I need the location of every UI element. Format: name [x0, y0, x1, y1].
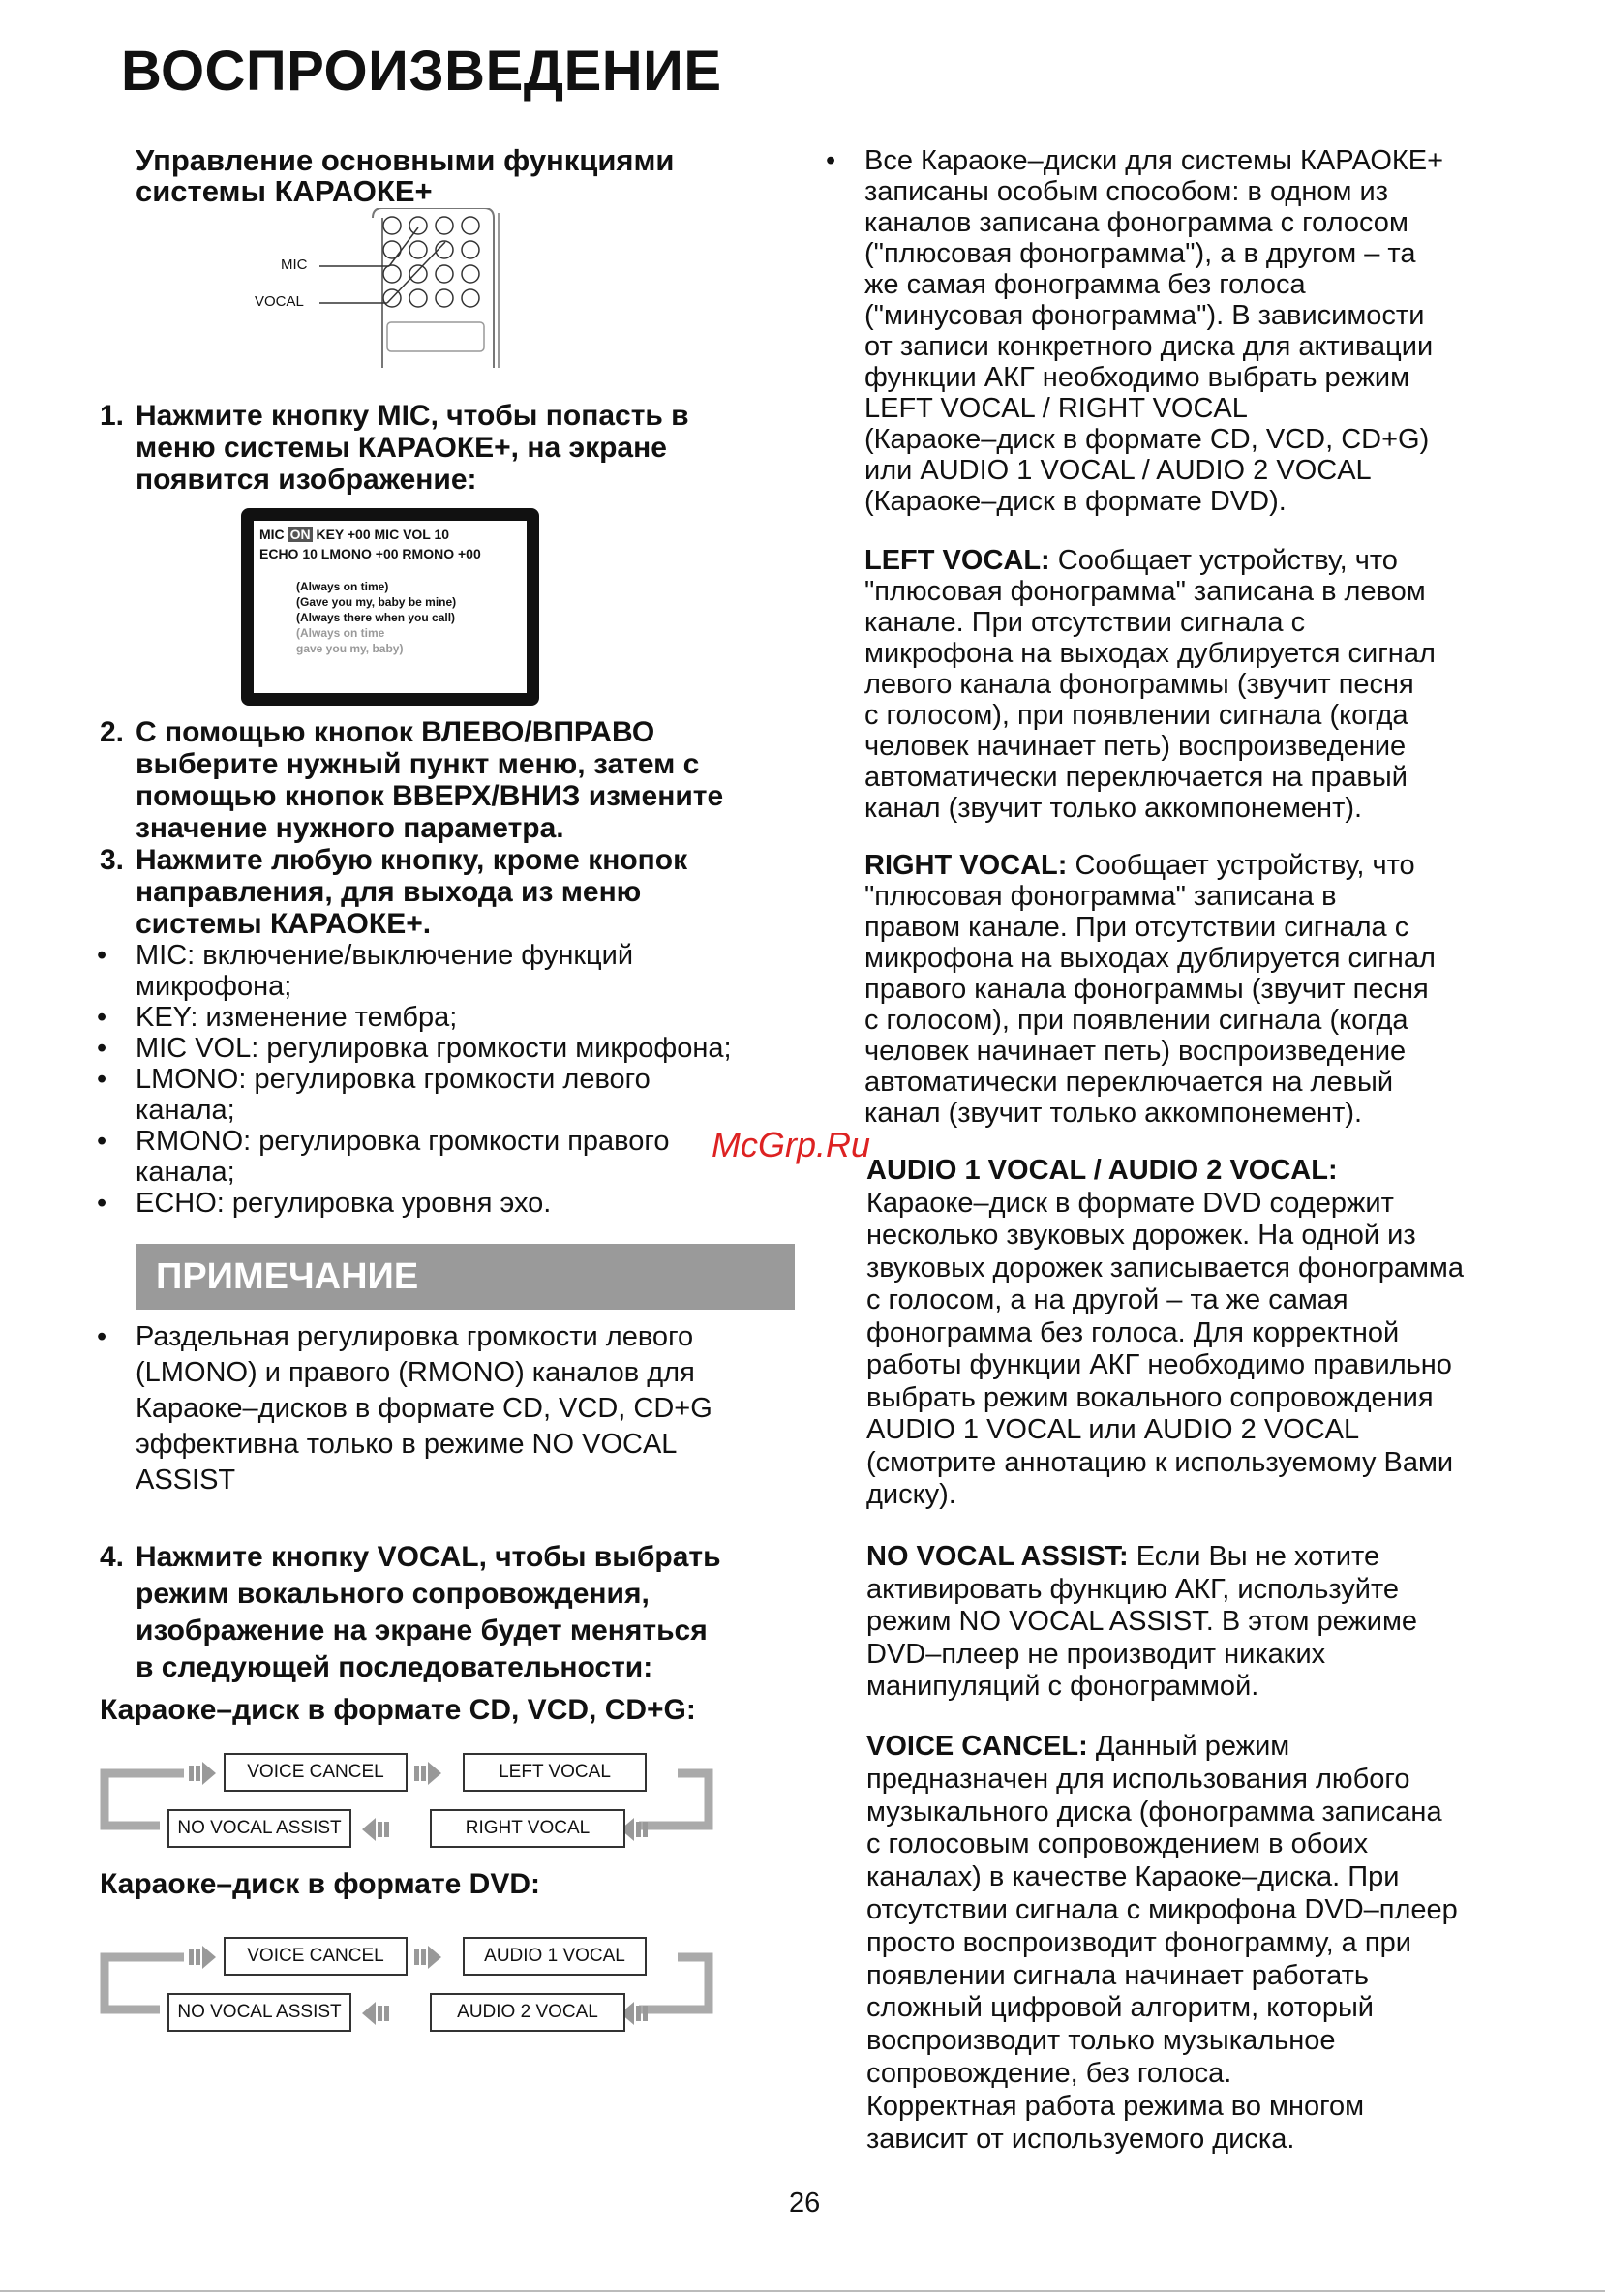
list-item-text: • RMONO: регулировка громкости правого — [136, 1126, 670, 1157]
note-line: (LMONO) и правого (RMONO) каналов для — [136, 1357, 695, 1388]
step-number: 2. — [100, 716, 125, 748]
paragraph-line: фонограмма без голоса. Для корректной — [866, 1316, 1400, 1348]
paragraph-line: отсутствии сигнала с микрофона DVD–плеер — [866, 1893, 1458, 1925]
paragraph-line: человек начинает петь) воспроизведение — [864, 731, 1407, 762]
dvd-heading: Караоке–диск в формате DVD: — [100, 1868, 541, 1900]
paragraph-line: "плюсовая фонограмма" записана в — [864, 881, 1337, 912]
paragraph-line: записаны особым способом: в одном из — [864, 176, 1388, 207]
step-4 — [100, 1539, 721, 1686]
list-item — [97, 940, 813, 1002]
lyric-line: (Gave you my, baby be mine) — [296, 595, 457, 609]
paragraph-line: левого канала фонограммы (звучит песня — [864, 669, 1414, 700]
mic-on-highlight: ON — [289, 527, 311, 542]
screen-text: MIC — [259, 527, 288, 542]
step-line: меню системы КАРАОКЕ+, на экране — [136, 432, 667, 464]
term-left-vocal: LEFT VOCAL: — [864, 545, 1050, 576]
lyric-line: (Always on time) — [296, 580, 389, 593]
paragraph-line: активировать функцию АКГ, используйте — [866, 1573, 1400, 1605]
paragraph-line: несколько звуковых дорожек. На одной из — [866, 1220, 1416, 1251]
list-item — [97, 1002, 813, 1033]
lyric-line-faded: (Always on time — [296, 626, 385, 640]
page-title: ВОСПРОИЗВЕДЕНИЕ — [121, 40, 722, 103]
screen-display — [254, 521, 527, 693]
paragraph-line: Корректная работа режима во многом — [866, 2090, 1365, 2122]
cd-heading: Караоке–диск в формате CD, VCD, CD+G: — [100, 1694, 696, 1726]
paragraph-line: микрофона на выходах дублируется сигнал — [864, 943, 1436, 974]
paragraph-line: канал (звучит только аккомпонемент). — [864, 1098, 1363, 1129]
step-3 — [100, 844, 687, 940]
left-vocal-section — [864, 545, 1561, 824]
paragraph-line: сопровождение, без голоса. — [866, 2057, 1232, 2089]
step-line: выберите нужный пункт меню, затем с — [136, 748, 700, 780]
paragraph-line: музыкального диска (фонограмма записана — [866, 1796, 1442, 1828]
watermark: McGrp.Ru — [712, 1125, 871, 1164]
paragraph-line: с голосом, а на другой – та же самая — [866, 1284, 1348, 1315]
list-item — [826, 145, 1561, 517]
paragraph-line: Сообщает устройству, что — [1049, 545, 1398, 576]
paragraph-line: с голосом), при появлении сигнала (когда — [864, 1005, 1408, 1036]
paragraph-line: с голосовым сопровождением в обоих — [866, 1828, 1369, 1860]
lyric-line-faded: gave you my, baby) — [296, 642, 404, 655]
paragraph-line: правого канала фонограммы (звучит песня — [864, 974, 1429, 1005]
dvd-no-vocal-assist-box: NO VOCAL ASSIST — [167, 1993, 351, 2032]
step-line: значение нужного параметра. — [136, 812, 564, 844]
list-item — [97, 1033, 813, 1064]
screen-line-2: ECHO 10 LMONO +00 RMONO +00 — [259, 546, 481, 561]
list-item — [97, 1188, 813, 1219]
paragraph-line: режим NO VOCAL ASSIST. В этом режиме — [866, 1606, 1418, 1637]
paragraph-line: (смотрите аннотацию к используемому Вами — [866, 1446, 1454, 1478]
paragraph-line: автоматически переключается на правый — [864, 762, 1408, 793]
step-line: режим вокального сопровождения, — [136, 1578, 650, 1610]
note-line: ASSIST — [136, 1465, 236, 1495]
list-item-text: • MIC: включение/выключение функций — [136, 940, 634, 971]
paragraph-line: выбрать режим вокального сопровождения — [866, 1381, 1434, 1413]
karaoke-screen — [241, 508, 539, 706]
screen-text: KEY +00 MIC VOL 10 — [312, 527, 450, 542]
intro-list — [826, 145, 1561, 517]
note-line: Караоке–дисков в формате CD, VCD, CD+G — [136, 1393, 712, 1424]
cd-right-vocal-box: RIGHT VOCAL — [430, 1809, 625, 1848]
list-item-text: • KEY: изменение тембра; — [136, 1002, 458, 1033]
right-vocal-section — [864, 850, 1561, 1129]
term-audio-vocal: AUDIO 1 VOCAL / AUDIO 2 VOCAL: — [866, 1155, 1338, 1186]
cd-no-vocal-assist-box: NO VOCAL ASSIST — [167, 1809, 351, 1848]
step-line: Нажмите кнопку VOCAL, чтобы выбрать — [136, 1541, 721, 1573]
note-list — [97, 1319, 813, 1498]
step-number: 4. — [100, 1541, 125, 1573]
term-right-vocal: RIGHT VOCAL: — [864, 850, 1068, 881]
step-line: изображение на экране будет меняться — [136, 1615, 708, 1646]
paragraph-line: же самая фонограмма без голоса — [864, 269, 1306, 300]
lyric-line: (Always there when you call) — [296, 611, 456, 624]
vocal-label: VOCAL — [255, 293, 304, 310]
paragraph-line: диску). — [866, 1479, 956, 1510]
paragraph-line: от записи конкретного диска для активации — [864, 331, 1434, 362]
step-line: в следующей последовательности: — [136, 1651, 653, 1683]
paragraph-line: Караоке–диск в формате DVD содержит — [866, 1187, 1394, 1219]
remote-control-illustration — [242, 208, 523, 368]
paragraph-line: ("плюсовая фонограмма"), а в другом – та — [864, 238, 1416, 269]
cd-voice-cancel-box: VOICE CANCEL — [224, 1753, 408, 1792]
step-line: помощью кнопок ВВЕРХ/ВНИЗ измените — [136, 780, 724, 812]
step-number: 1. — [100, 400, 125, 432]
no-vocal-assist-section — [866, 1541, 1563, 1704]
dvd-audio1-vocal-box: AUDIO 1 VOCAL — [463, 1937, 647, 1976]
list-item — [97, 1064, 813, 1126]
paragraph-line: Если Вы не хотите — [1128, 1541, 1380, 1572]
paragraph-line: микрофона на выходах дублируется сигнал — [864, 638, 1436, 669]
subheading — [136, 145, 675, 207]
list-item-text: канала; — [136, 1095, 235, 1126]
note-header: ПРИМЕЧАНИЕ — [136, 1244, 795, 1310]
paragraph-line: воспроизводит только музыкальное — [866, 2025, 1336, 2057]
function-list — [97, 940, 813, 1219]
paragraph-line: зависит от используемого диска. — [866, 2123, 1295, 2155]
step-line: направления, для выхода из меню — [136, 876, 642, 908]
paragraph-line: канале. При отсутствии сигнала с — [864, 607, 1306, 638]
paragraph-line: просто воспроизводит фонограмму, а при — [866, 1926, 1411, 1958]
list-item-text: • MIC VOL: регулировка громкости микрофона; — [136, 1033, 732, 1064]
cd-left-vocal-box: LEFT VOCAL — [463, 1753, 647, 1792]
step-line: Нажмите любую кнопку, кроме кнопок — [136, 844, 688, 876]
paragraph-line: канал (звучит только аккомпонемент). — [864, 793, 1363, 824]
note-line: • Раздельная регулировка громкости левого — [136, 1321, 694, 1352]
paragraph-line: сложный цифровой алгоритм, который — [866, 1992, 1374, 2024]
dvd-voice-cancel-box: VOICE CANCEL — [224, 1937, 408, 1976]
step-line: Нажмите кнопку MIC, чтобы попасть в — [136, 400, 689, 432]
subheading-line: системы КАРАОКЕ+ — [136, 174, 433, 208]
step-line: С помощью кнопок ВЛЕВО/ВПРАВО — [136, 716, 655, 748]
list-item — [97, 1126, 813, 1188]
step-2 — [100, 716, 723, 844]
step-line: системы КАРАОКЕ+. — [136, 908, 432, 940]
paragraph-line: Сообщает устройству, что — [1067, 850, 1415, 881]
audio-vocal-section — [866, 1155, 1563, 1512]
mic-label: MIC — [281, 257, 308, 273]
paragraph-line: каналов записана фонограмма с голосом — [864, 207, 1408, 238]
paragraph-line: (Караоке–диск в формате CD, VCD, CD+G) — [864, 424, 1430, 455]
paragraph-line: автоматически переключается на левый — [864, 1067, 1394, 1098]
paragraph-line: правом канале. При отсутствии сигнала с — [864, 912, 1409, 943]
paragraph-line: звуковых дорожек записывается фонограмма — [866, 1252, 1465, 1284]
term-no-vocal-assist: NO VOCAL ASSIST: — [866, 1541, 1129, 1572]
paragraph-line: или AUDIO 1 VOCAL / AUDIO 2 VOCAL — [864, 455, 1372, 486]
step-line: появится изображение: — [136, 464, 477, 496]
paragraph-line: DVD–плеер не производит никаких — [866, 1638, 1326, 1670]
paragraph-line: ("минусовая фонограмма"). В зависимости — [864, 300, 1425, 331]
screen-line-1 — [259, 525, 521, 544]
subheading-line: Управление основными функциями — [136, 143, 675, 177]
page-number: 26 — [789, 2188, 821, 2219]
paragraph-line: предназначен для использования любого — [866, 1763, 1410, 1795]
paragraph-line: функции АКГ необходимо выбрать режим — [864, 362, 1410, 393]
term-voice-cancel: VOICE CANCEL: — [866, 1731, 1088, 1762]
step-number: 3. — [100, 844, 125, 876]
paragraph-line: с голосом), при появлении сигнала (когда — [864, 700, 1408, 731]
list-item-text: • ECHO: регулировка уровня эхо. — [136, 1188, 552, 1219]
paragraph-line: человек начинает петь) воспроизведение — [864, 1036, 1407, 1067]
paragraph-line: • Все Караоке–диски для системы КАРАОКЕ+ — [864, 145, 1444, 176]
paragraph-line: появлении сигнала начинает работать — [866, 1959, 1369, 1991]
paragraph-line: каналах) в качестве Караоке–диска. При — [866, 1861, 1400, 1893]
paragraph-line: манипуляций с фонограммой. — [866, 1671, 1259, 1702]
step-1 — [100, 400, 689, 496]
voice-cancel-section — [866, 1731, 1563, 2156]
paragraph-line: Данный режим — [1087, 1731, 1290, 1762]
dvd-audio2-vocal-box: AUDIO 2 VOCAL — [430, 1993, 625, 2032]
paragraph-line: (Караоке–диск в формате DVD). — [864, 486, 1287, 517]
list-item-text: канала; — [136, 1157, 235, 1188]
list-item-text: микрофона; — [136, 971, 292, 1002]
paragraph-line: LEFT VOCAL / RIGHT VOCAL — [864, 393, 1248, 424]
paragraph-line: AUDIO 1 VOCAL или AUDIO 2 VOCAL — [866, 1414, 1360, 1445]
note-line: эффективна только в режиме NO VOCAL — [136, 1429, 678, 1460]
paragraph-line: "плюсовая фонограмма" записана в левом — [864, 576, 1426, 607]
paragraph-line: работы функции АКГ необходимо правильно — [866, 1349, 1452, 1380]
bottom-rule — [0, 2290, 1605, 2292]
list-item — [97, 1319, 813, 1498]
list-item-text: • LMONO: регулировка громкости левого — [136, 1064, 651, 1095]
